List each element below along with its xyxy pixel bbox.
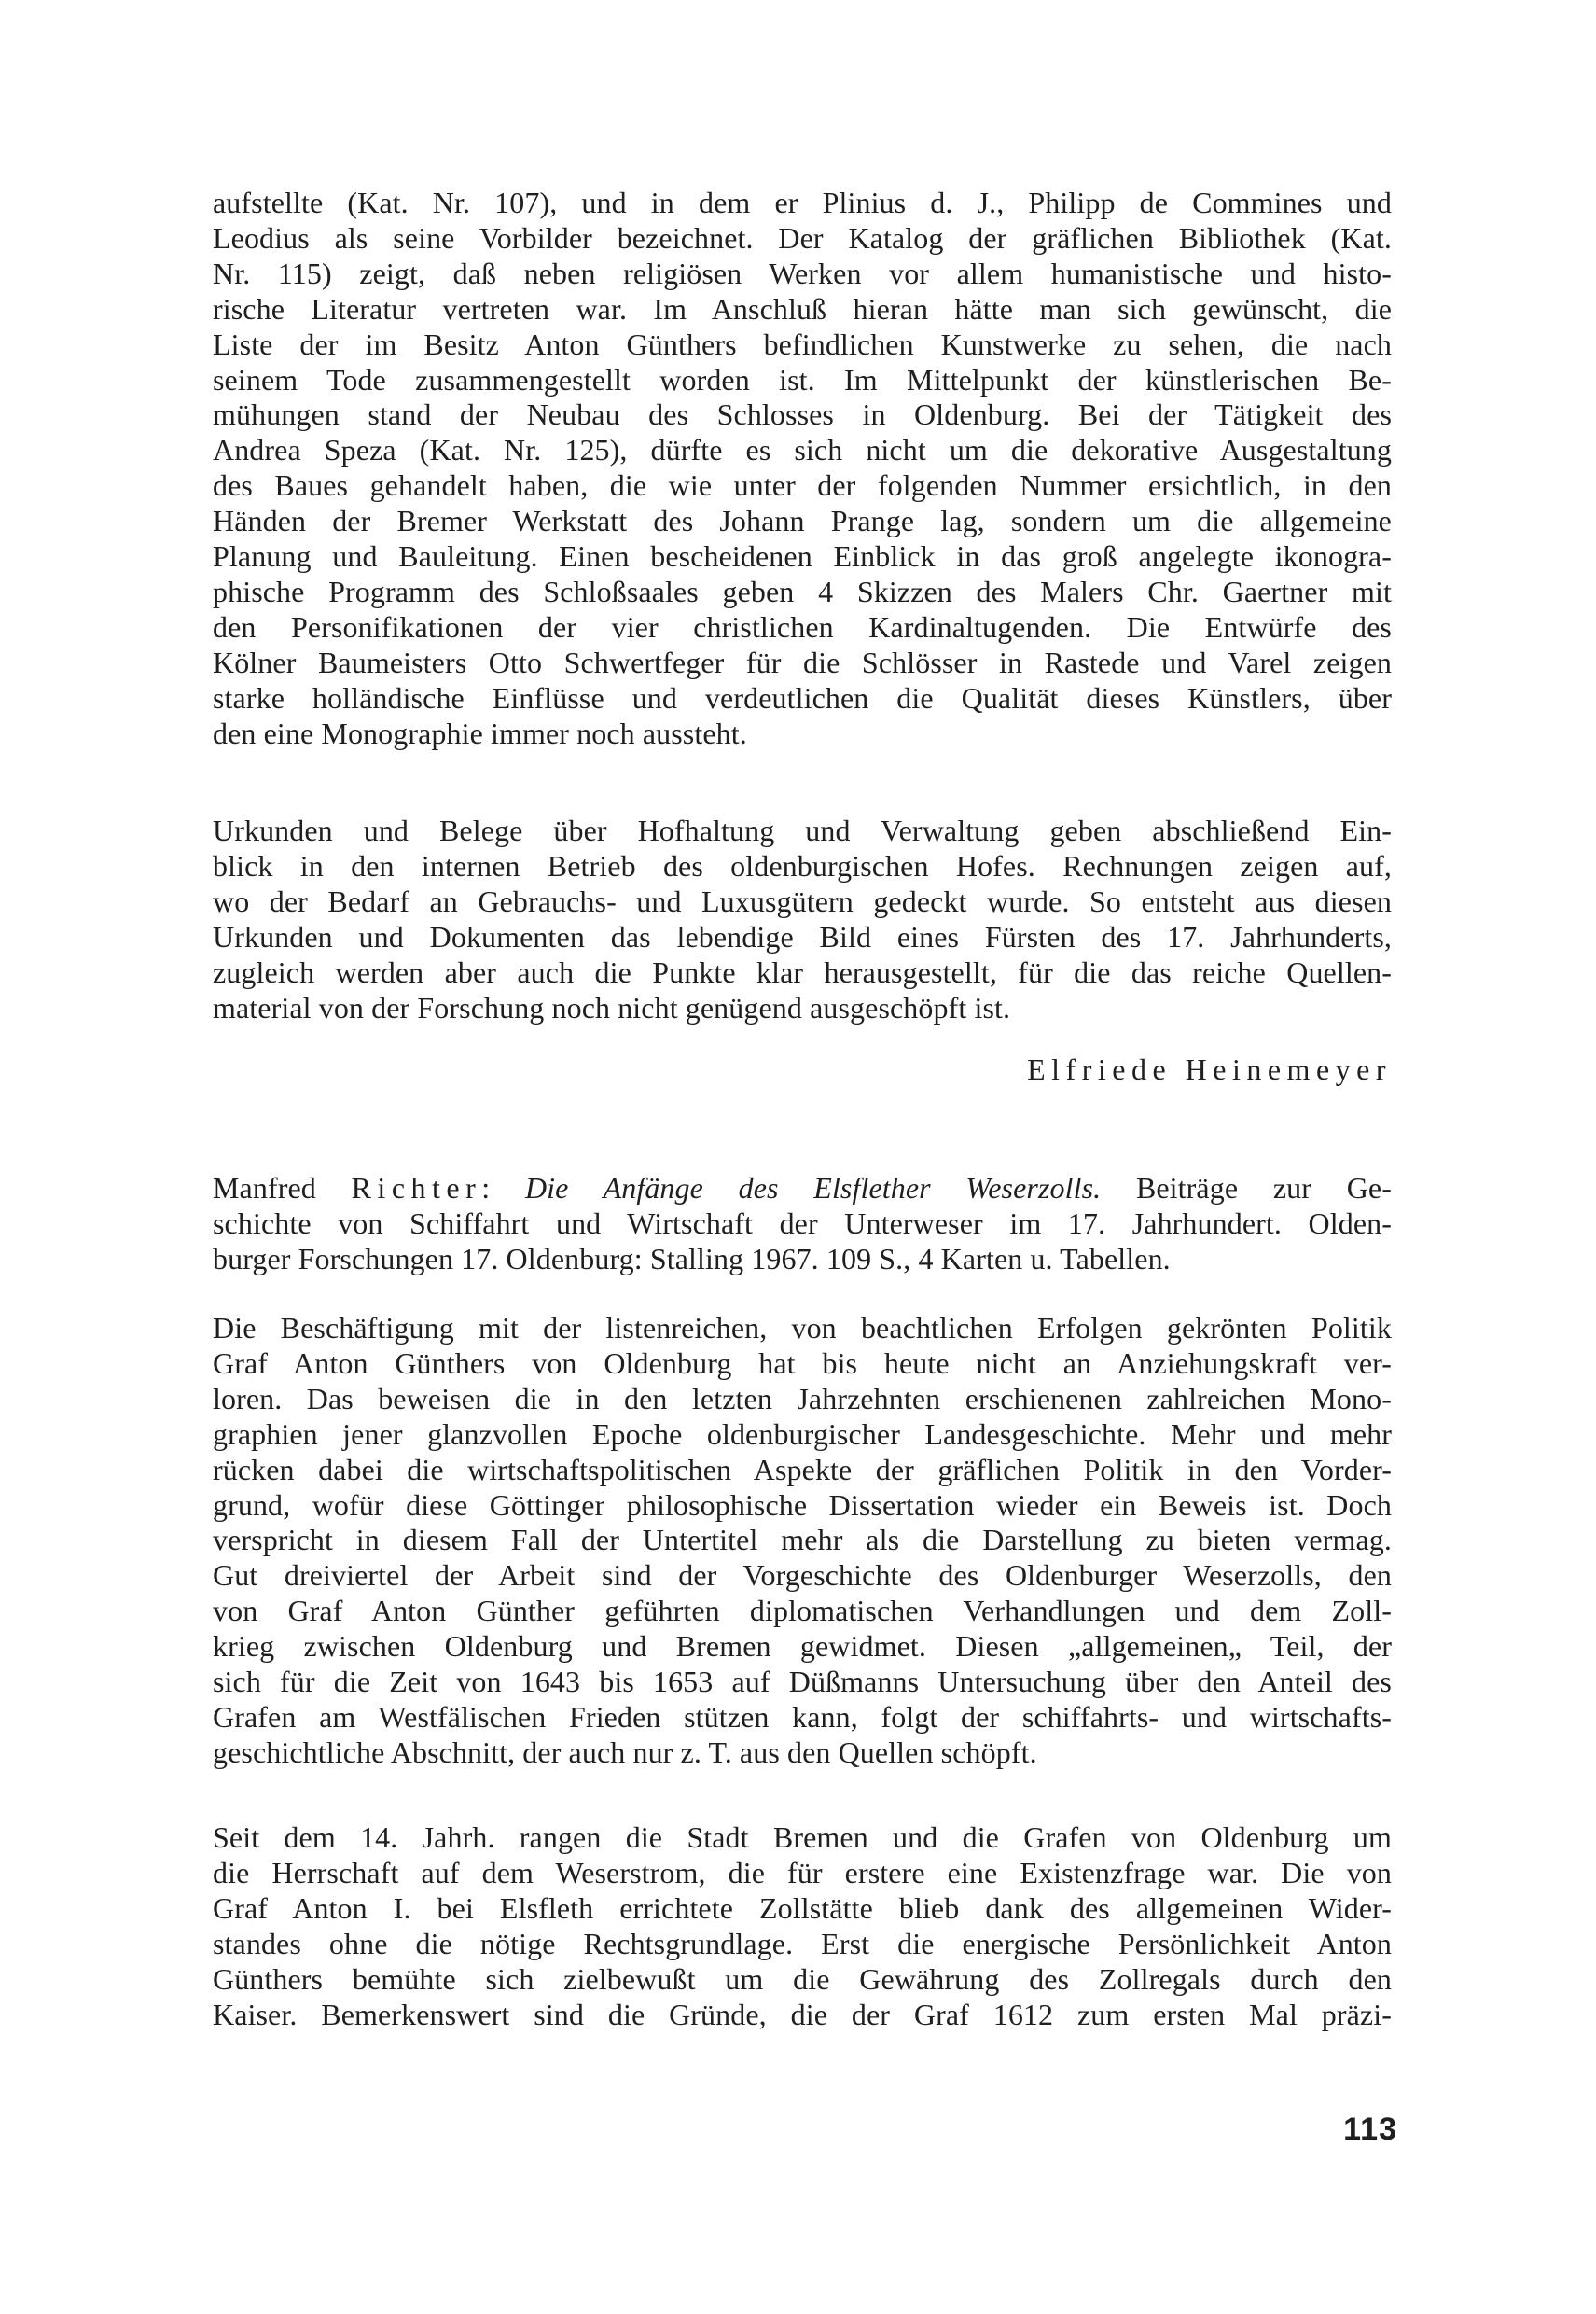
text-line: wo der Bedarf an Gebrauchs- und Luxusgütern gedeckt wurde. So entsteht aus diesen: [213, 884, 1392, 918]
text-line: mühungen stand der Neubau des Schlosses in Oldenburg. Bei der Tätigkeit des: [213, 397, 1392, 432]
text-line: phische Programm des Schloßsaales geben 4 Skizzen des Malers Chr. Gaertner mit: [213, 574, 1392, 608]
text-line: rücken dabei die wirtschaftspolitischen Aspekte der gräflichen Politik in den Vorder-: [213, 1452, 1392, 1486]
text-line: verspricht in diesem Fall der Untertitel mehr als die Darstellung zu bieten vermag.: [213, 1523, 1392, 1557]
review-one-paragraph-2: [213, 814, 1392, 1025]
text-line: Kaiser. Bemerkenswert sind die Gründe, die der Graf 1612 zum ersten Mal präzi-: [213, 1997, 1392, 2031]
text-line: grund, wofür diese Göttinger philosophische Dissertation wieder ein Beweis ist. Doch: [213, 1487, 1392, 1522]
author-colon: :: [481, 1171, 491, 1205]
text-line: Seit dem 14. Jahrh. rangen die Stadt Bremen und die Grafen von Oldenburg um: [213, 1820, 1392, 1854]
text-line: standes ohne die nötige Rechtsgrundlage. Erst die energische Persönlichkeit Anton: [213, 1926, 1392, 1960]
review-two-header: [213, 1171, 1392, 1277]
text-line: den Personifikationen der vier christlichen Kardinaltugenden. Die Entwürfe des: [213, 609, 1392, 644]
author-first-name: Manfred: [213, 1171, 316, 1205]
text-line: den eine Monographie immer noch aussteht.: [213, 716, 747, 750]
text-line: loren. Das beweisen die in den letzten Jahrzehnten erschienenen zahlreichen Mono-: [213, 1381, 1392, 1415]
text-line: krieg zwischen Oldenburg und Bremen gewidmet. Diesen „allgemeinen„ Teil, der: [213, 1629, 1392, 1664]
review-two-paragraph-2: [213, 1820, 1392, 2032]
text-line: die Herrschaft auf dem Weserstrom, die für erstere eine Existenzfrage war. Die von: [213, 1855, 1392, 1889]
text-line: Gut dreiviertel der Arbeit sind der Vorgeschichte des Oldenburger Weserzolls, den: [213, 1558, 1392, 1593]
text-line: des Baues gehandelt haben, die wie unter der folgenden Nummer ersichtlich, in den: [213, 468, 1392, 503]
text-line: Händen der Bremer Werkstatt des Johann Prange lag, sondern um die allgemeine: [213, 504, 1392, 538]
text-line: Graf Anton I. bei Elsfleth errichtete Zollstätte blieb dank des allgemeinen Wider-: [213, 1890, 1392, 1925]
review-two-paragraph-1: [213, 1311, 1392, 1771]
text-line: aufstellte (Kat. Nr. 107), und in dem er Plinius d. J., Philipp de Commines und: [213, 186, 1392, 219]
text-line: Liste der im Besitz Anton Günthers befindlichen Kunstwerke zu sehen, die nach: [213, 327, 1392, 361]
text-line: Nr. 115) zeigt, daß neben religiösen Werken vor allem humanistische und histo-: [213, 256, 1392, 290]
header-line-3: burger Forschungen 17. Oldenburg: Stalling 1967. 109 S., 4 Karten u. Tabellen.: [213, 1241, 1171, 1275]
book-title: Die Anfänge des Elsflether Weserzolls.: [524, 1171, 1102, 1205]
text-line: Leodius als seine Vorbilder bezeichnet. Der Katalog der gräflichen Bibliothek (Kat.: [213, 220, 1392, 255]
header-line-2: schichte von Schiffahrt und Wirtschaft der Unterweser im 17. Jahrhundert. Olden-: [213, 1206, 1392, 1240]
text-line: geschichtliche Abschnitt, der auch nur z. T. aus den Quellen schöpft.: [213, 1735, 1037, 1769]
text-line: Urkunden und Belege über Hofhaltung und Verwaltung geben abschließend Ein-: [213, 814, 1392, 847]
page-number: 113: [1343, 2112, 1397, 2147]
text-line: graphien jener glanzvollen Epoche oldenburgischer Landesgeschichte. Mehr und mehr: [213, 1416, 1392, 1451]
reviewer-signature: Elfriede Heinemeyer: [1027, 1052, 1392, 1086]
subtitle-start: Beiträge zur Ge-: [1135, 1171, 1392, 1205]
text-line: Graf Anton Günthers von Oldenburg hat bis heute nicht an Anziehungskraft ver-: [213, 1345, 1392, 1380]
text-line: Urkunden und Dokumenten das lebendige Bild eines Fürsten des 17. Jahrhunderts,: [213, 919, 1392, 954]
text-line: Andrea Speza (Kat. Nr. 125), dürfte es sich nicht um die dekorative Ausgestaltung: [213, 433, 1392, 467]
text-line: material von der Forschung noch nicht genügend ausgeschöpft ist.: [213, 990, 1011, 1025]
text-line: starke holländische Einflüsse und verdeutlichen die Qualität dieses Künstlers, über: [213, 680, 1392, 715]
text-line: Planung und Bauleitung. Einen bescheidenen Einblick in das groß angelegte ikonogra-: [213, 539, 1392, 574]
text-line: blick in den internen Betrieb des oldenburgischen Hofes. Rechnungen zeigen auf,: [213, 848, 1392, 883]
text-line: Günthers bemühte sich zielbewußt um die Gewährung des Zollregals durch den: [213, 1961, 1392, 1996]
text-line: sich für die Zeit von 1643 bis 1653 auf Düßmanns Untersuchung über den Anteil des: [213, 1665, 1392, 1699]
text-line: seinem Tode zusammengestellt worden ist. Im Mittelpunkt der künstlerischen Be-: [213, 362, 1392, 397]
text-line: von Graf Anton Günther geführten diplomatischen Verhandlungen und dem Zoll-: [213, 1594, 1392, 1628]
text-line: Kölner Baumeisters Otto Schwertfeger für die Schlösser in Rastede und Varel zeigen: [213, 645, 1392, 679]
author-last-name: Richter: [351, 1171, 482, 1205]
text-line: Grafen am Westfälischen Frieden stützen kann, folgt der schiffahrts- und wirtschafts-: [213, 1699, 1392, 1734]
text-line: rische Literatur vertreten war. Im Anschluß hieran hätte man sich gewünscht, die: [213, 291, 1392, 326]
text-line: Die Beschäftigung mit der listenreichen, von beachtlichen Erfolgen gekrönten Politik: [213, 1311, 1392, 1345]
header-line-1: [213, 1171, 1392, 1206]
review-one-paragraph-1: [213, 186, 1392, 752]
text-line: zugleich werden aber auch die Punkte klar herausgestellt, für die das reiche Quellen-: [213, 955, 1392, 989]
